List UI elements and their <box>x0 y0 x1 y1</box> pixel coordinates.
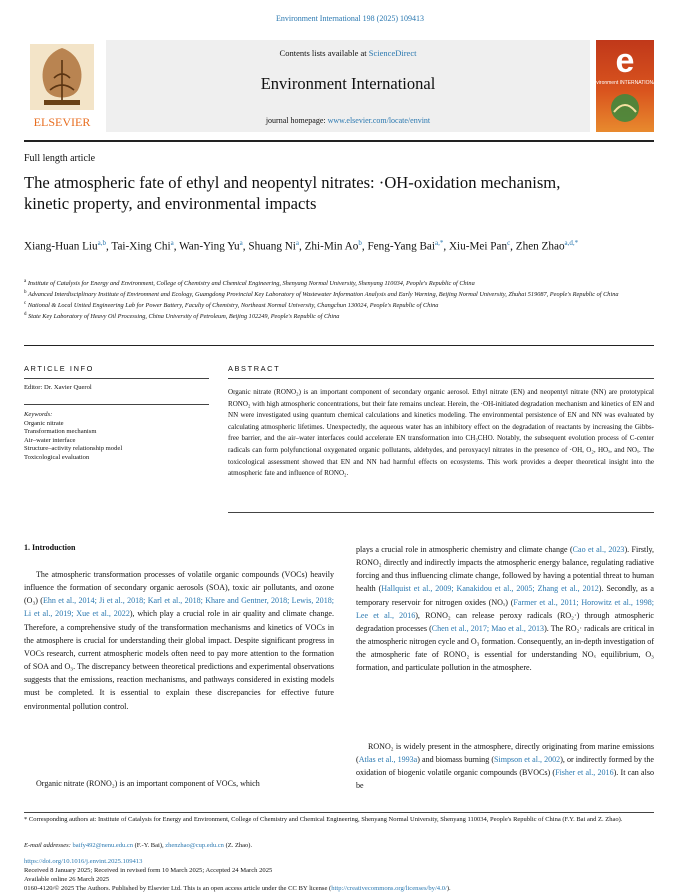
intro-paragraph-2-continued: plays a crucial role in atmospheric chemistry and climate change (Cao et al., 2023). Firstly, RONO₂ directly and indirectly impacts the atmospheric energy balance, regulating radiative forcing and thus influencing climate change, followed by having a potential threat to human health (Hallquist et al., 2009; Kanakidou et al., 2005; Zhang et al., 2012). Secondly, as a temporary reservoir for nitrogen oxides (NOₓ) (Farmer et al., 2011; Horowitz et al., 1998; Lee et al., 2016), RONO₂ can release peroxy radicals (RO₂·) through atmospheric degradation processes (Chen et al., 2017; Mao et al., 2013). The RO₂· radicals are critical in the atmospheric nitrogen cycle and O₃ formation. Consequently, an in-depth investigation of the atmospheric fate of RONO₂ is essential for understanding NOₓ equilibrium, O₃ formation, and particulate pollution in the atmosphere. <box>356 545 655 673</box>
email-link[interactable]: baify492@nenu.edu.cn <box>72 842 134 849</box>
footnote-rule <box>24 812 654 813</box>
citation-link[interactable]: Farmer et al., 2011; Horowitz et al., 1998; Lee et al., 2016 <box>356 597 654 620</box>
article-info-rule <box>24 378 209 379</box>
keyword-item: Structure–activity relationship model <box>24 445 123 453</box>
corresponding-author-note: * Corresponding authors at: Institute of Catalysis for Energy and Environment, College of Chemistry and Chemical Engineering, Shenyang Normal University, Shenyang 110034, People's Republic of China (F.Y. Bai and Z. Zhao). <box>24 816 623 823</box>
contents-line: Contents lists available at ScienceDirect <box>279 48 417 58</box>
doi-link[interactable]: https://doi.org/10.1016/j.envint.2025.109413 <box>24 858 143 865</box>
sciencedirect-link[interactable]: ScienceDirect <box>368 48 417 58</box>
affiliation-marker: c <box>24 300 27 306</box>
keywords-list <box>24 420 122 462</box>
author-affiliation-marker[interactable]: a <box>295 239 299 247</box>
license-link[interactable]: http://creativecommons.org/licenses/by/4.0/ <box>331 885 447 892</box>
keyword-item: Transformation mechanism <box>24 428 97 436</box>
author-name[interactable]: Tai-Xing Chi <box>111 240 171 253</box>
affiliation-text: Advanced Interdisciplinary Institute of Environment and Ecology, Guangdong Provincial Key Laboratory of Wastewater Information Analysis and Early Warning, Beijing Normal University, Zhuhai 519087, People's Republic of China <box>27 290 619 298</box>
author-name[interactable]: Xiu-Mei Pan <box>448 240 508 253</box>
affiliation-list <box>24 278 664 322</box>
author-name[interactable]: Wan-Ying Yu <box>179 240 240 253</box>
keyword-item: Organic nitrate <box>24 420 64 427</box>
email-addresses: E-mail addresses: baify492@nenu.edu.cn (F.-Y. Bai), zhenzhao@cup.edu.cn (Z. Zhao). <box>24 842 253 849</box>
author-affiliation-marker[interactable]: c <box>507 239 511 247</box>
intro-paragraph-2: Organic nitrate (RONO₂) is an important component of VOCs, which <box>36 779 260 788</box>
citation-link[interactable]: Simpson et al., 2002 <box>494 755 561 765</box>
author-list: Xiang-Huan Liu$^{a,b}$, Tai-Xing Chi$^a$, Wan-Ying Yu$^a$, Shuang Ni$^a$, Zhi-Min Ao$^b$, Feng-Yang Bai$^{a,*}$, Xiu-Mei Pan$^c$, Zhen Zhao$^{a,d,*}$ <box>24 239 579 253</box>
svg-text:environment INTERNATIONAL: environment INTERNATIONAL <box>590 80 660 86</box>
abstract-rule <box>228 378 654 379</box>
article-title: The atmospheric fate of ethyl and neopentyl nitrates: ·OH-oxidation mechanism, kinetic property, and environmental impacts <box>24 173 561 213</box>
keywords-rule <box>24 404 209 405</box>
author-name[interactable]: Xiang-Huan Liu <box>24 240 98 253</box>
received-dates: Received 8 January 2025; Received in revised form 10 March 2025; Accepted 24 March 2025 <box>24 867 273 874</box>
affiliation-marker: a <box>24 279 27 284</box>
journal-name: Environment International <box>260 74 436 93</box>
author-affiliation-marker[interactable]: a,* <box>435 239 444 247</box>
author-affiliation-marker[interactable]: b <box>358 239 362 247</box>
citation-link[interactable]: Chen et al., 2017; Mao et al., 2013 <box>431 623 545 633</box>
article-type: Full length article <box>24 153 96 164</box>
journal-cover-thumbnail[interactable] <box>590 40 660 132</box>
masthead-rule <box>24 140 654 142</box>
keyword-item: Air–water interface <box>24 436 76 444</box>
citation-link[interactable]: Cao et al., 2023 <box>572 545 625 554</box>
introduction-heading: 1. Introduction <box>24 543 76 552</box>
affiliation-marker: d <box>24 311 27 317</box>
author-affiliation-marker[interactable]: a <box>239 239 243 247</box>
section-rule <box>24 345 654 346</box>
article-info-heading: ARTICLE INFO <box>24 364 94 373</box>
keyword-item: Toxicological evaluation <box>24 453 90 461</box>
keywords-label: Keywords: <box>24 411 53 418</box>
affiliation-marker: b <box>24 289 27 295</box>
author-affiliation-marker[interactable]: a,d,* <box>564 239 579 247</box>
affiliation-item <box>24 300 664 311</box>
author-name[interactable]: Feng-Yang Bai <box>367 240 435 253</box>
author-affiliation-marker[interactable]: a,b <box>97 239 106 247</box>
license-line: 0160-4120/© 2025 The Authors. Published by Elsevier Ltd. This is an open access article under the CC BY license (http://creativecommons.org/licenses/by/4.0/). <box>24 885 451 892</box>
abstract-heading: ABSTRACT <box>228 364 281 373</box>
intro-paragraph-1: The atmospheric transformation processes of volatile organic compounds (VOCs) heavily influence the formation of secondary organic aerosols (SOA), toxic air pollutants, and ozone (O₃) (Ehn et al., 2014; Ji et al., 2018; Karl et al., 2018; Khare and Gentner, 2018; Lewis, 2018; Li et al., 2019; Xue et al., 2022), which play a crucial role in air quality and climate change. Therefore, a comprehensive study of the transformation mechanisms and kinetics of VOCs in the atmosphere is crucial for understanding their global impact. Despite significant progress in VOCs research, current atmospheric models often need to pay more attention to the formation of SOA and O₃. The discrepancy between theoretical predictions and experimental observations suggests that the emissions, reaction mechanisms, and pathways considered in existing models must be completed. It is essential to explain these discrepancies for effective future environmental pollution control. <box>24 570 334 711</box>
svg-text:e: e <box>615 42 635 80</box>
elsevier-logo[interactable] <box>24 40 100 132</box>
affiliation-item <box>24 289 664 300</box>
editor-line: Editor: Dr. Xavier Querol <box>24 384 92 391</box>
affiliation-text: National & Local United Engineering Lab for Power Battery, Faculty of Chemistry, Northeast Normal University, Changchun 130024, People's Republic of China <box>27 301 439 309</box>
citation-link[interactable]: Ehn et al., 2014; Ji et al., 2018; Karl et al., 2018; Khare and Gentner, 2018; Lewis, 2018; Li et al., 2019; Xue et al., 2022 <box>24 596 334 619</box>
affiliation-item <box>24 278 664 289</box>
available-online: Available online 26 March 2025 <box>24 876 110 883</box>
citation-link[interactable]: Fisher et al., 2016 <box>555 768 614 778</box>
author-name[interactable]: Zhi-Min Ao <box>304 240 359 253</box>
journal-masthead <box>24 40 660 132</box>
affiliation-text: Institute of Catalysis for Energy and Environment, College of Chemistry and Chemical Engineering, Shenyang Normal University, Shenyang 110034, People's Republic of China <box>27 280 475 288</box>
email-link[interactable]: zhenzhao@cup.edu.cn <box>165 842 224 849</box>
author-name[interactable]: Zhen Zhao <box>515 240 565 253</box>
journal-citation-header[interactable]: Environment International 198 (2025) 109413 <box>276 14 424 23</box>
author-name[interactable]: Shuang Ni <box>248 240 296 253</box>
homepage-line: journal homepage: www.elsevier.com/locate/envint <box>265 116 431 125</box>
abstract-text: Organic nitrate (RONO₂) is an important component of secondary organic aerosol. Ethyl nitrate (EN) and neopentyl nitrate (NN) are prototypical RONO₂ with high atmospheric concentrations, but their fate remains unclear. Herein, the ·OH-initiated degradation mechanism and kinetics of EN and NN were investigated using quantum chemical calculations and kinetics modeling. The environmental persistence of EN and NN was evaluated by calculating atmospheric lifetimes. Unexpectedly, the aqueous water has an inhibitory effect on the degradation of reactants by increasing the Gibbs-free barrier, and the air–water interfaces could accelerate EN transformation into CH₃CHO. Notably, the subsequent evolution process of C-center radicals can form polyfunctional oxygenated organic pollutants, aldehydes, and peroxyacyl nitrates in the presence of ·OH, O₂, HOₓ, and NOₓ. The toxicological assessment showed that EN and NN had harmful effects on ecosystems. This work provides a deeper theoretical insight into the atmospheric fate and influence of RONO₂. <box>228 388 654 478</box>
citation-link[interactable]: Atlas et al., 1993a <box>358 755 418 765</box>
homepage-link[interactable]: www.elsevier.com/locate/envint <box>327 116 431 125</box>
author-affiliation-marker[interactable]: a <box>170 239 174 247</box>
masthead-banner <box>106 40 590 132</box>
elsevier-wordmark: ELSEVIER <box>33 115 91 129</box>
affiliation-text: State Key Laboratory of Heavy Oil Processing, China University of Petroleum, Beijing 102249, People's Republic of China <box>28 312 340 320</box>
intro-paragraph-3: RONO₂ is widely present in the atmosphere, directly originating from marine emissions (Atlas et al., 1993a) and biomass burning (Simpson et al., 2002), or indirectly formed by the oxidation of biogenic volatile organic compounds (BVOCs) (Fisher et al., 2016). It can also be <box>356 742 655 791</box>
citation-link[interactable]: Hallquist et al., 2009; Kanakidou et al., 2005; Zhang et al., 2012 <box>381 584 599 594</box>
abstract-end-rule <box>228 512 654 513</box>
affiliation-item <box>24 311 664 322</box>
